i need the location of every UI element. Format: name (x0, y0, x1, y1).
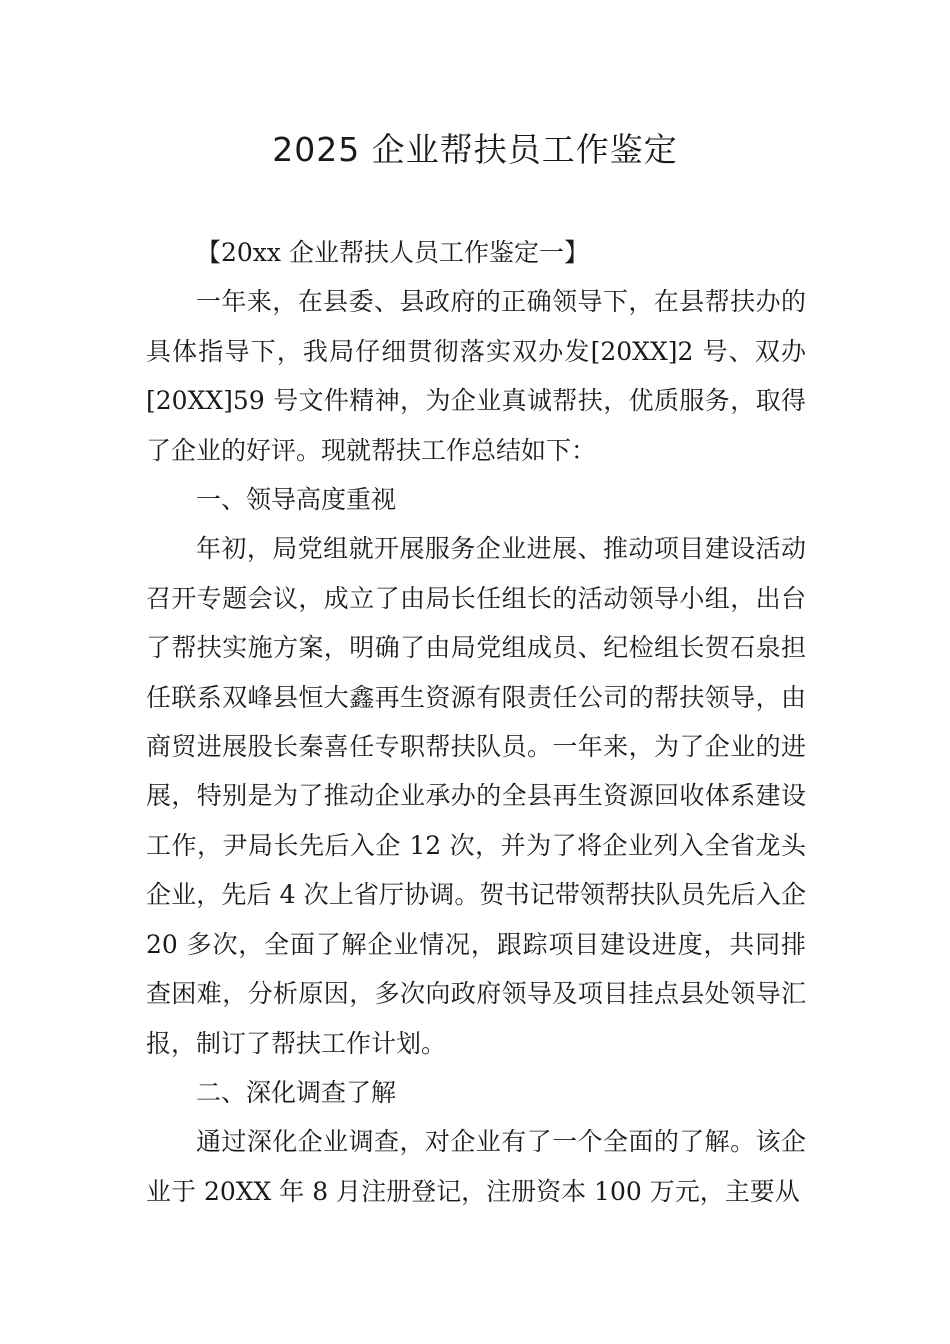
paragraph-investigation: 通过深化企业调查，对企业有了一个全面的了解。该企业于 20XX 年 8 月注册登记，注册资本 100 万元，主要从 (146, 1127, 806, 1206)
document-title: 2025 企业帮扶员工作鉴定 (272, 130, 678, 169)
paragraph-intro: 一年来，在县委、县政府的正确领导下，在县帮扶办的具体指导下，我局仔细贯彻落实双办发[20XX]2 号、双办[20XX]59 号文件精神，为企业真诚帮扶，优质服务，取得了企业的好评。现就帮扶工作总结如下： (146, 287, 806, 465)
document-body (146, 228, 806, 1216)
document-subtitle: 【20xx 企业帮扶人员工作鉴定一】 (196, 238, 589, 267)
section-heading-leadership: 一、领导高度重视 (196, 485, 397, 515)
section-heading-investigation: 二、深化调查了解 (196, 1077, 397, 1107)
paragraph-leadership: 年初，局党组就开展服务企业进展、推动项目建设活动召开专题会议，成立了由局长任组长的活动领导小组，出台了帮扶实施方案，明确了由局党组成员、纪检组长贺石泉担任联系双峰县恒大鑫再生资源有限责任公司的帮扶领导，由商贸进展股长秦喜任专职帮扶队员。一年来，为了企业的进展，特别是为了推动企业承办的全县再生资源回收体系建设工作，尹局长先后入企 12 次，并为了将企业列入全省龙头企业，先后 4 次上省厅协调。贺书记带领帮扶队员先后入企 20 多次，全面了解企业情况，跟踪项目建设进度，共同排查困难，分析原因，多次向政府领导及项目挂点县处领导汇报，制订了帮扶工作计划。 (146, 534, 806, 1058)
